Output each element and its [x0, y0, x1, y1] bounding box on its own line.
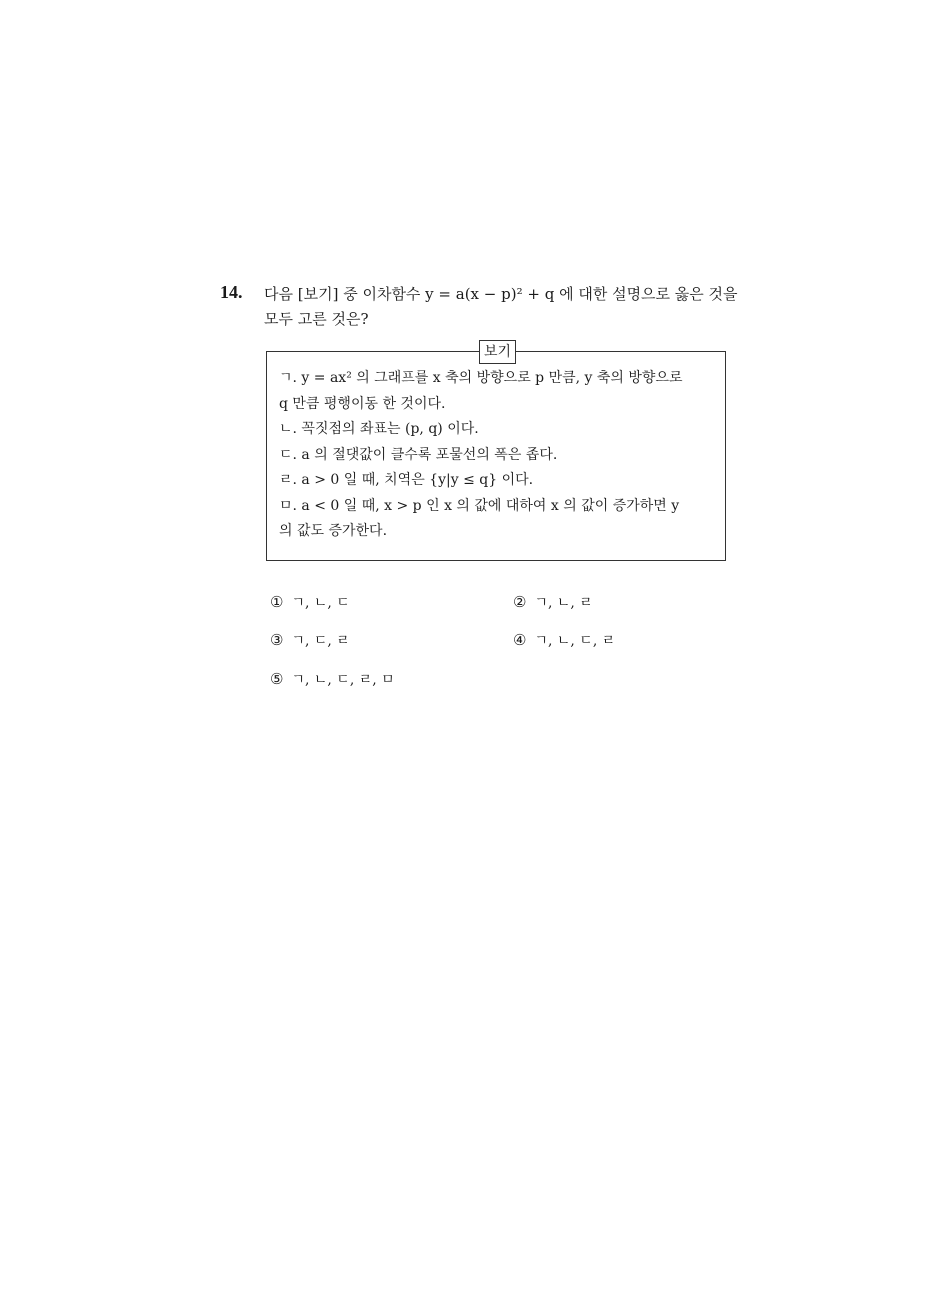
choice-3-mark: ③: [270, 631, 284, 649]
question-line-2: 모두 고른 것은?: [264, 310, 369, 328]
example-line-5: ㄹ. a > 0 일 때, 치역은 {y|y ≤ q} 이다.: [279, 472, 534, 488]
choice-4-mark: ④: [513, 631, 527, 649]
choice-3[interactable]: [270, 630, 350, 650]
example-box-title: 보기: [479, 340, 516, 364]
choice-4-text: ㄱ, ㄴ, ㄷ, ㄹ: [534, 633, 616, 649]
choice-5-mark: ⑤: [270, 670, 284, 688]
question-text: [264, 282, 744, 332]
choice-1-mark: ①: [270, 593, 284, 611]
choice-1[interactable]: [270, 592, 350, 612]
example-line-7: 의 값도 증가한다.: [279, 523, 388, 539]
choice-1-text: ㄱ, ㄴ, ㄷ: [291, 595, 350, 611]
example-box-body: [279, 366, 719, 545]
example-line-1: ㄱ. y = ax² 의 그래프를 x 축의 방향으로 p 만큼, y 축의 방향으로: [279, 370, 683, 386]
choice-2-text: ㄱ, ㄴ, ㄹ: [534, 595, 593, 611]
example-box: [266, 344, 726, 561]
question-line-1: 다음 [보기] 중 이차함수 y = a(x − p)² + q 에 대한 설명으로 옳은 것을: [264, 285, 738, 303]
example-line-4: ㄷ. a 의 절댓값이 클수록 포물선의 폭은 좁다.: [279, 446, 558, 463]
choice-5[interactable]: [270, 669, 395, 689]
choice-5-text: ㄱ, ㄴ, ㄷ, ㄹ, ㅁ: [291, 672, 395, 688]
choice-3-text: ㄱ, ㄷ, ㄹ: [291, 633, 350, 649]
question-number: 14.: [220, 282, 243, 302]
example-line-3: ㄴ. 꼭짓점의 좌표는 (p, q) 이다.: [279, 421, 479, 437]
choice-2[interactable]: [513, 592, 593, 612]
choice-2-mark: ②: [513, 593, 527, 611]
choice-4[interactable]: [513, 630, 615, 650]
example-line-6: ㅁ. a < 0 일 때, x > p 인 x 의 값에 대하여 x 의 값이 증가하면 y: [279, 497, 680, 514]
example-line-2: q 만큼 평행이동 한 것이다.: [279, 395, 446, 412]
